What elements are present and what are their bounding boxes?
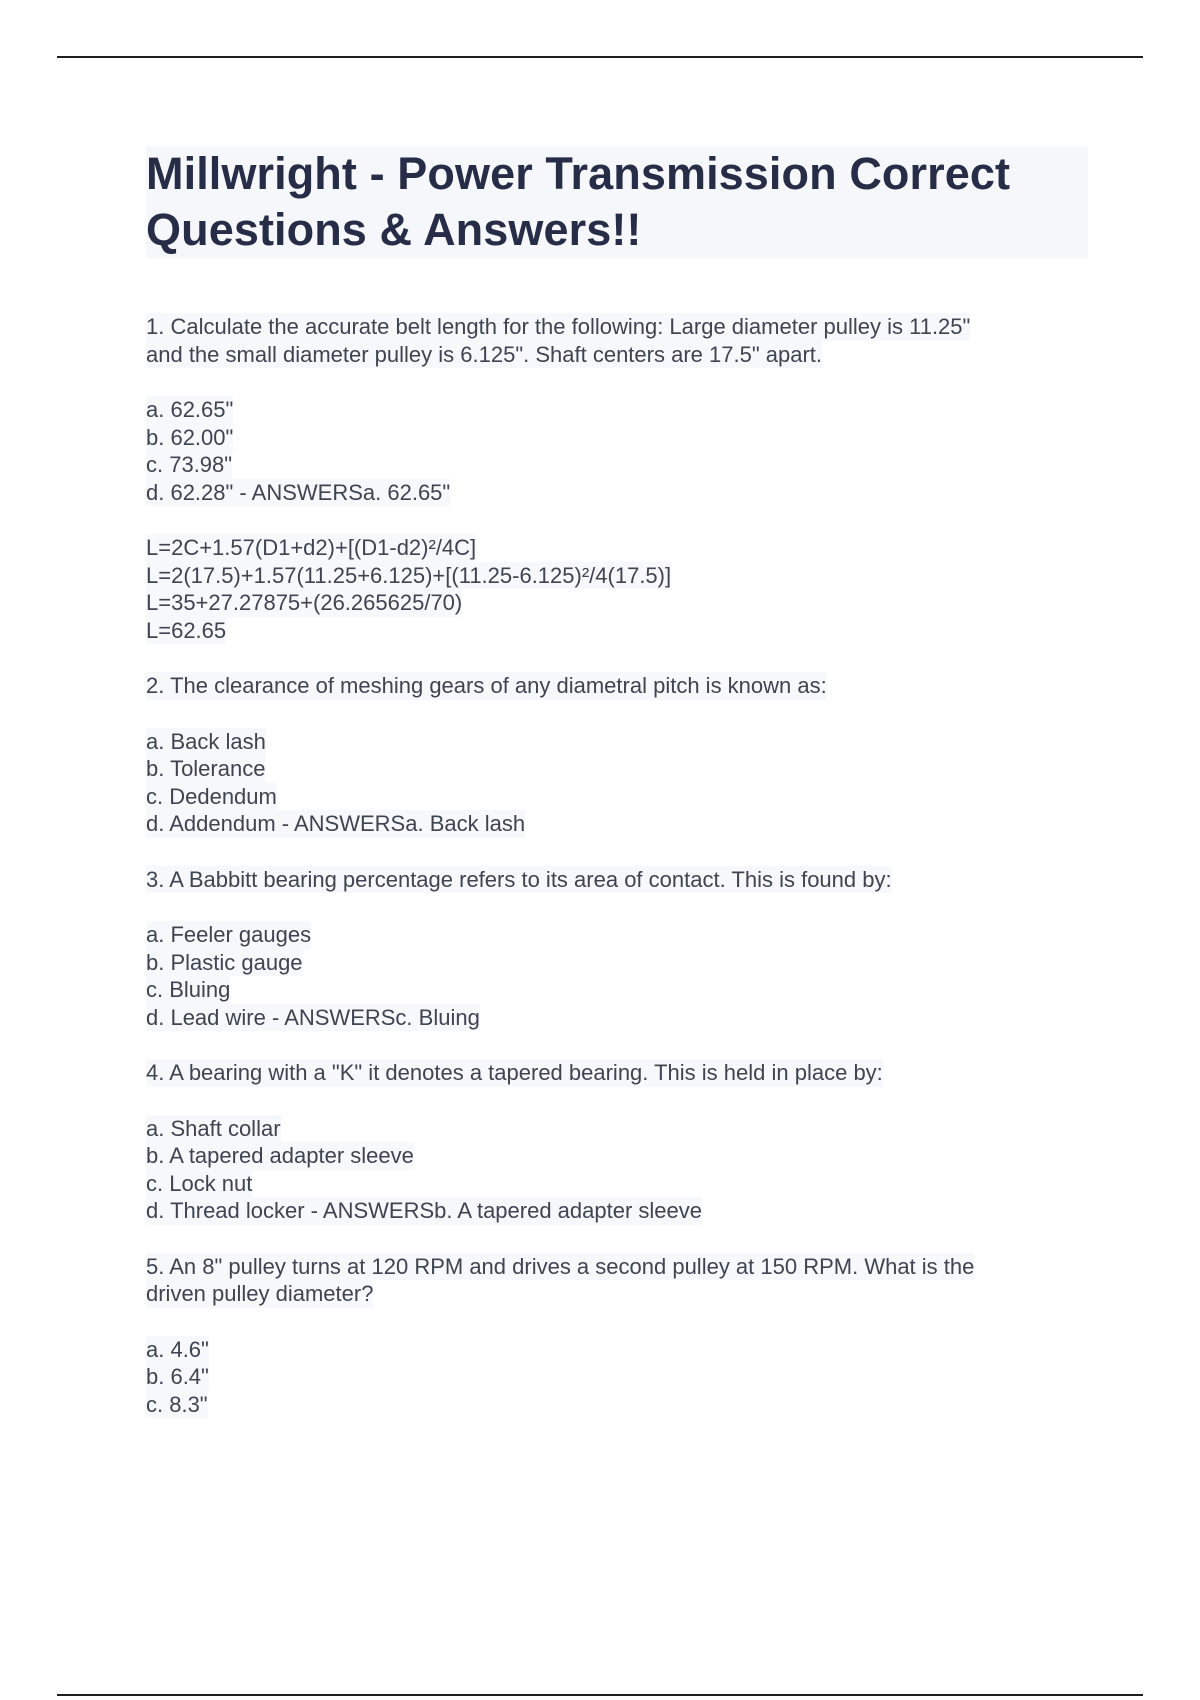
option-c: c. Dedendum: [146, 783, 277, 809]
answer-options: [146, 921, 1096, 1031]
option-c: c. 8.3": [146, 1391, 208, 1417]
option-d-with-answer: d. Thread locker - ANSWERSb. A tapered adapter sleeve: [146, 1198, 703, 1223]
formula-line: L=2(17.5)+1.57(11.25+6.125)+[(11.25-6.125)²/4(17.5)]: [146, 562, 672, 588]
option-c: c. Lock nut: [146, 1170, 253, 1196]
question-1: [146, 313, 1096, 644]
option-b: b. 62.00": [146, 424, 234, 450]
questions-content: [146, 313, 1096, 1418]
question-line: and the small diameter pulley is 6.125". Shaft centers are 17.5" apart.: [146, 341, 822, 367]
question-line: driven pulley diameter?: [146, 1281, 374, 1306]
question-text: [146, 1253, 1096, 1308]
option-a: a. Back lash: [146, 728, 266, 754]
answer-options: [146, 396, 1096, 506]
formula-line: L=2C+1.57(D1+d2)+[(D1-d2)²/4C]: [146, 535, 477, 560]
option-b: b. Tolerance: [146, 756, 266, 781]
option-a: a. 4.6": [146, 1336, 209, 1362]
page-title: Millwright - Power Transmission Correct Questions & Answers!!: [146, 148, 1011, 255]
option-d-with-answer: d. 62.28" - ANSWERSa. 62.65": [146, 479, 451, 505]
option-b: b. A tapered adapter sleeve: [146, 1143, 414, 1168]
answer-options: [146, 1115, 1096, 1225]
answer-options: [146, 728, 1096, 838]
option-c: c. Bluing: [146, 977, 231, 1002]
option-c: c. 73.98": [146, 452, 233, 477]
option-a: a. Shaft collar: [146, 1115, 281, 1141]
question-5: [146, 1253, 1096, 1419]
question-line: 1. Calculate the accurate belt length for the following: Large diameter pulley is 11.25": [146, 314, 971, 339]
option-a: a. Feeler gauges: [146, 922, 312, 947]
header-rule: [57, 56, 1143, 58]
option-b: b. Plastic gauge: [146, 949, 303, 975]
question-line: 4. A bearing with a "K" it denotes a tapered bearing. This is held in place by:: [146, 1060, 883, 1085]
footer-rule: [57, 1694, 1143, 1696]
calculation-work: [146, 534, 1096, 644]
option-b: b. 6.4": [146, 1364, 209, 1389]
question-text: [146, 313, 1096, 368]
title-block: [146, 146, 1088, 258]
formula-line: L=62.65: [146, 617, 227, 643]
question-2: [146, 672, 1096, 838]
formula-line: L=35+27.27875+(26.265625/70): [146, 590, 463, 615]
option-a: a. 62.65": [146, 397, 234, 422]
question-3: [146, 866, 1096, 1032]
option-d-with-answer: d. Lead wire - ANSWERSc. Bluing: [146, 1004, 480, 1030]
question-line: 2. The clearance of meshing gears of any diametral pitch is known as:: [146, 673, 827, 698]
question-text: [146, 1059, 1096, 1087]
question-line: 3. A Babbitt bearing percentage refers to its area of contact. This is found by:: [146, 866, 892, 892]
question-text: [146, 866, 1096, 894]
question-text: [146, 672, 1096, 700]
option-d-with-answer: d. Addendum - ANSWERSa. Back lash: [146, 811, 526, 836]
question-4: [146, 1059, 1096, 1225]
question-line: 5. An 8" pulley turns at 120 RPM and drives a second pulley at 150 RPM. What is the: [146, 1253, 975, 1279]
answer-options: [146, 1336, 1096, 1419]
